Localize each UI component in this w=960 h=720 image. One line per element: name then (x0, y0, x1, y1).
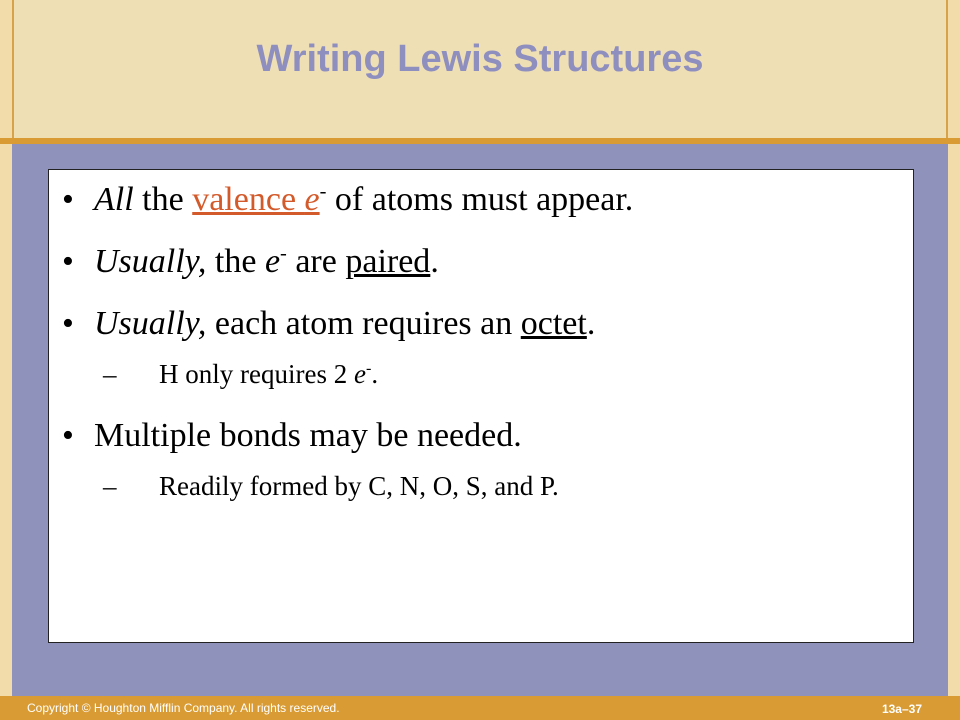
bullet-4 (56, 416, 906, 456)
bullet-3-tail: . (586, 305, 596, 342)
bullet-2-emphasis: Usually, (94, 243, 207, 280)
bullet-icon: • (62, 417, 74, 454)
valence-link[interactable] (192, 181, 319, 218)
dash-icon: – (103, 359, 117, 389)
sub-bullet-2 (56, 470, 906, 502)
bullet-2 (56, 242, 906, 282)
copyright-notice: Copyright © Houghton Mifflin Company. All rights reserved. (27, 701, 340, 715)
slide-title: Writing Lewis Structures (256, 38, 704, 80)
sub-bullet-1-text: H only requires 2 (159, 359, 354, 389)
bullet-1-text: the (133, 181, 193, 218)
dash-icon: – (103, 471, 117, 501)
bullet-icon: • (62, 243, 74, 280)
bullet-icon: • (62, 305, 74, 342)
bullet-3-emphasis: Usually, (94, 305, 207, 342)
bullet-icon: • (62, 181, 74, 218)
electron-charge: - (365, 359, 372, 377)
sub-bullet-1 (56, 358, 906, 390)
electron-charge: - (319, 180, 327, 203)
bullet-1 (56, 180, 906, 220)
bullet-3 (56, 304, 906, 344)
electron-symbol: e (304, 181, 320, 218)
valence-link-text: valence (192, 181, 305, 218)
paired-term: paired (345, 243, 431, 280)
sub-bullet-2-text: Readily formed by C, N, O, S, and P. (159, 471, 559, 501)
octet-term: octet (520, 305, 587, 342)
sub-bullet-1-tail: . (371, 359, 379, 389)
electron-symbol: e (353, 359, 366, 389)
bullet-1-tail: of atoms must appear. (326, 181, 634, 218)
bullet-list (56, 180, 906, 528)
bullet-2-mid: are (286, 243, 346, 280)
bullet-1-emphasis: All (94, 181, 134, 218)
bullet-3-text: each atom requires an (206, 305, 521, 342)
bullet-2-text: the (206, 243, 265, 280)
bullet-2-tail: . (430, 243, 439, 280)
slide-number: 13a–37 (881, 702, 922, 716)
electron-symbol: e (264, 243, 281, 280)
bullet-4-text: Multiple bonds may be needed. (94, 417, 522, 454)
electron-charge: - (280, 242, 287, 265)
